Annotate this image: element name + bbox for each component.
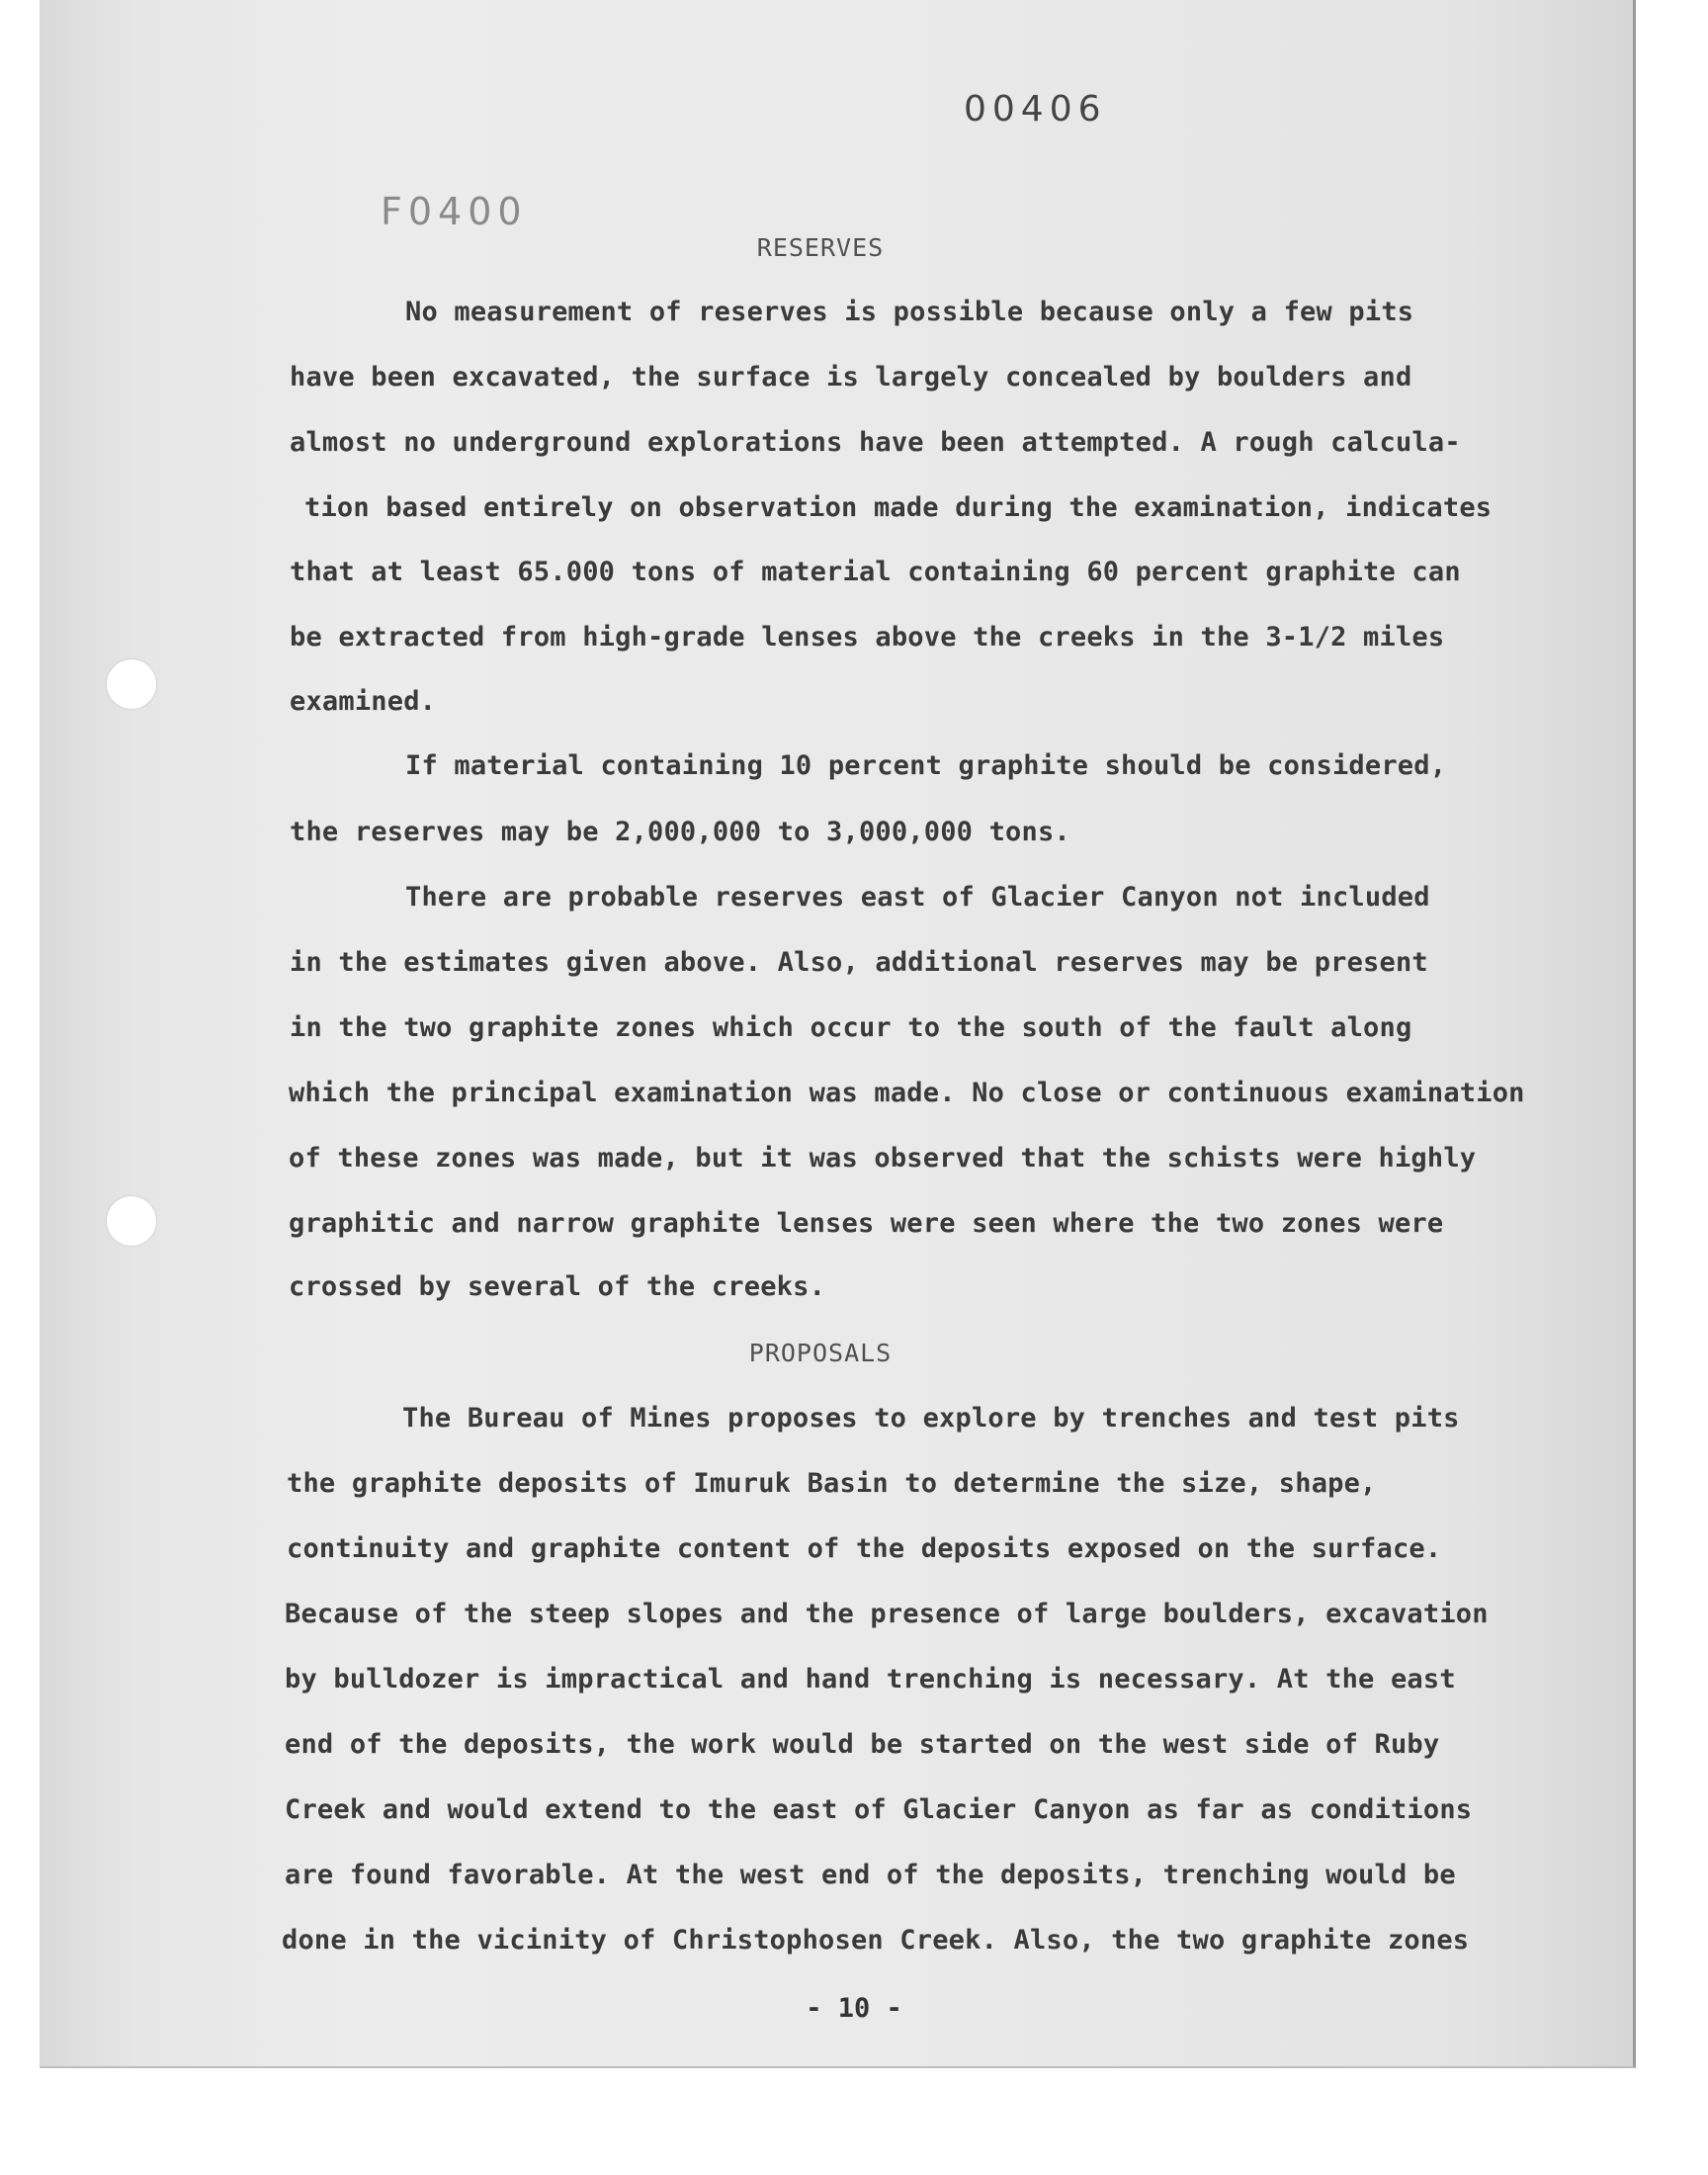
body-line: The Bureau of Mines proposes to explore by trenches and test pits <box>402 1403 1460 1434</box>
body-line: tion based entirely on observation made during the examination, indicates <box>304 492 1493 523</box>
page-number: - 10 - <box>806 1993 902 2024</box>
body-line: If material containing 10 percent graphite should be considered, <box>405 750 1447 781</box>
body-line: the reserves may be 2,000,000 to 3,000,000 tons. <box>290 817 1070 847</box>
faint-number-stamp: F0400 <box>381 190 528 233</box>
body-line: which the principal examination was made. No close or continuous examination <box>289 1078 1525 1108</box>
body-line: almost no underground explorations have been attempted. A rough calcula- <box>290 427 1461 458</box>
body-line: No measurement of reserves is possible because only a few pits <box>405 297 1414 327</box>
body-line: in the estimates given above. Also, additional reserves may be present <box>290 947 1428 978</box>
punch-hole-lower <box>107 1196 156 1246</box>
body-line: crossed by several of the creeks. <box>289 1271 826 1302</box>
body-line: are found favorable. At the west end of the deposits, trenching would be <box>285 1860 1456 1890</box>
body-line: Creek and would extend to the east of Glacier Canyon as far as conditions <box>285 1794 1473 1825</box>
body-line: continuity and graphite content of the deposits exposed on the surface. <box>287 1533 1442 1564</box>
body-line: done in the vicinity of Christophosen Creek. Also, the two graphite zones <box>282 1925 1470 1956</box>
body-line: in the two graphite zones which occur to the south of the fault along <box>290 1012 1412 1043</box>
document-number-stamp: 00406 <box>964 89 1107 130</box>
body-line: examined. <box>290 686 437 717</box>
proposals-heading: PROPOSALS <box>748 1339 893 1367</box>
body-line: end of the deposits, the work would be started on the west side of Ruby <box>285 1729 1440 1760</box>
reserves-heading: RESERVES <box>756 233 885 262</box>
body-line: have been excavated, the surface is largely concealed by boulders and <box>290 362 1412 392</box>
body-line: of these zones was made, but it was observed that the schists were highly <box>289 1143 1477 1174</box>
body-line: the graphite deposits of Imuruk Basin to determine the size, shape, <box>287 1468 1377 1499</box>
body-line: be extracted from high-grade lenses above the creeks in the 3-1/2 miles <box>290 622 1445 652</box>
body-line: There are probable reserves east of Glacier Canyon not included <box>405 882 1430 913</box>
body-line: that at least 65.000 tons of material containing 60 percent graphite can <box>290 557 1461 587</box>
body-line: graphitic and narrow graphite lenses were seen where the two zones were <box>289 1208 1444 1239</box>
body-line: by bulldozer is impractical and hand trenching is necessary. At the east <box>285 1664 1456 1695</box>
body-line: Because of the steep slopes and the presence of large boulders, excavation <box>285 1599 1489 1629</box>
punch-hole-upper <box>107 659 156 709</box>
